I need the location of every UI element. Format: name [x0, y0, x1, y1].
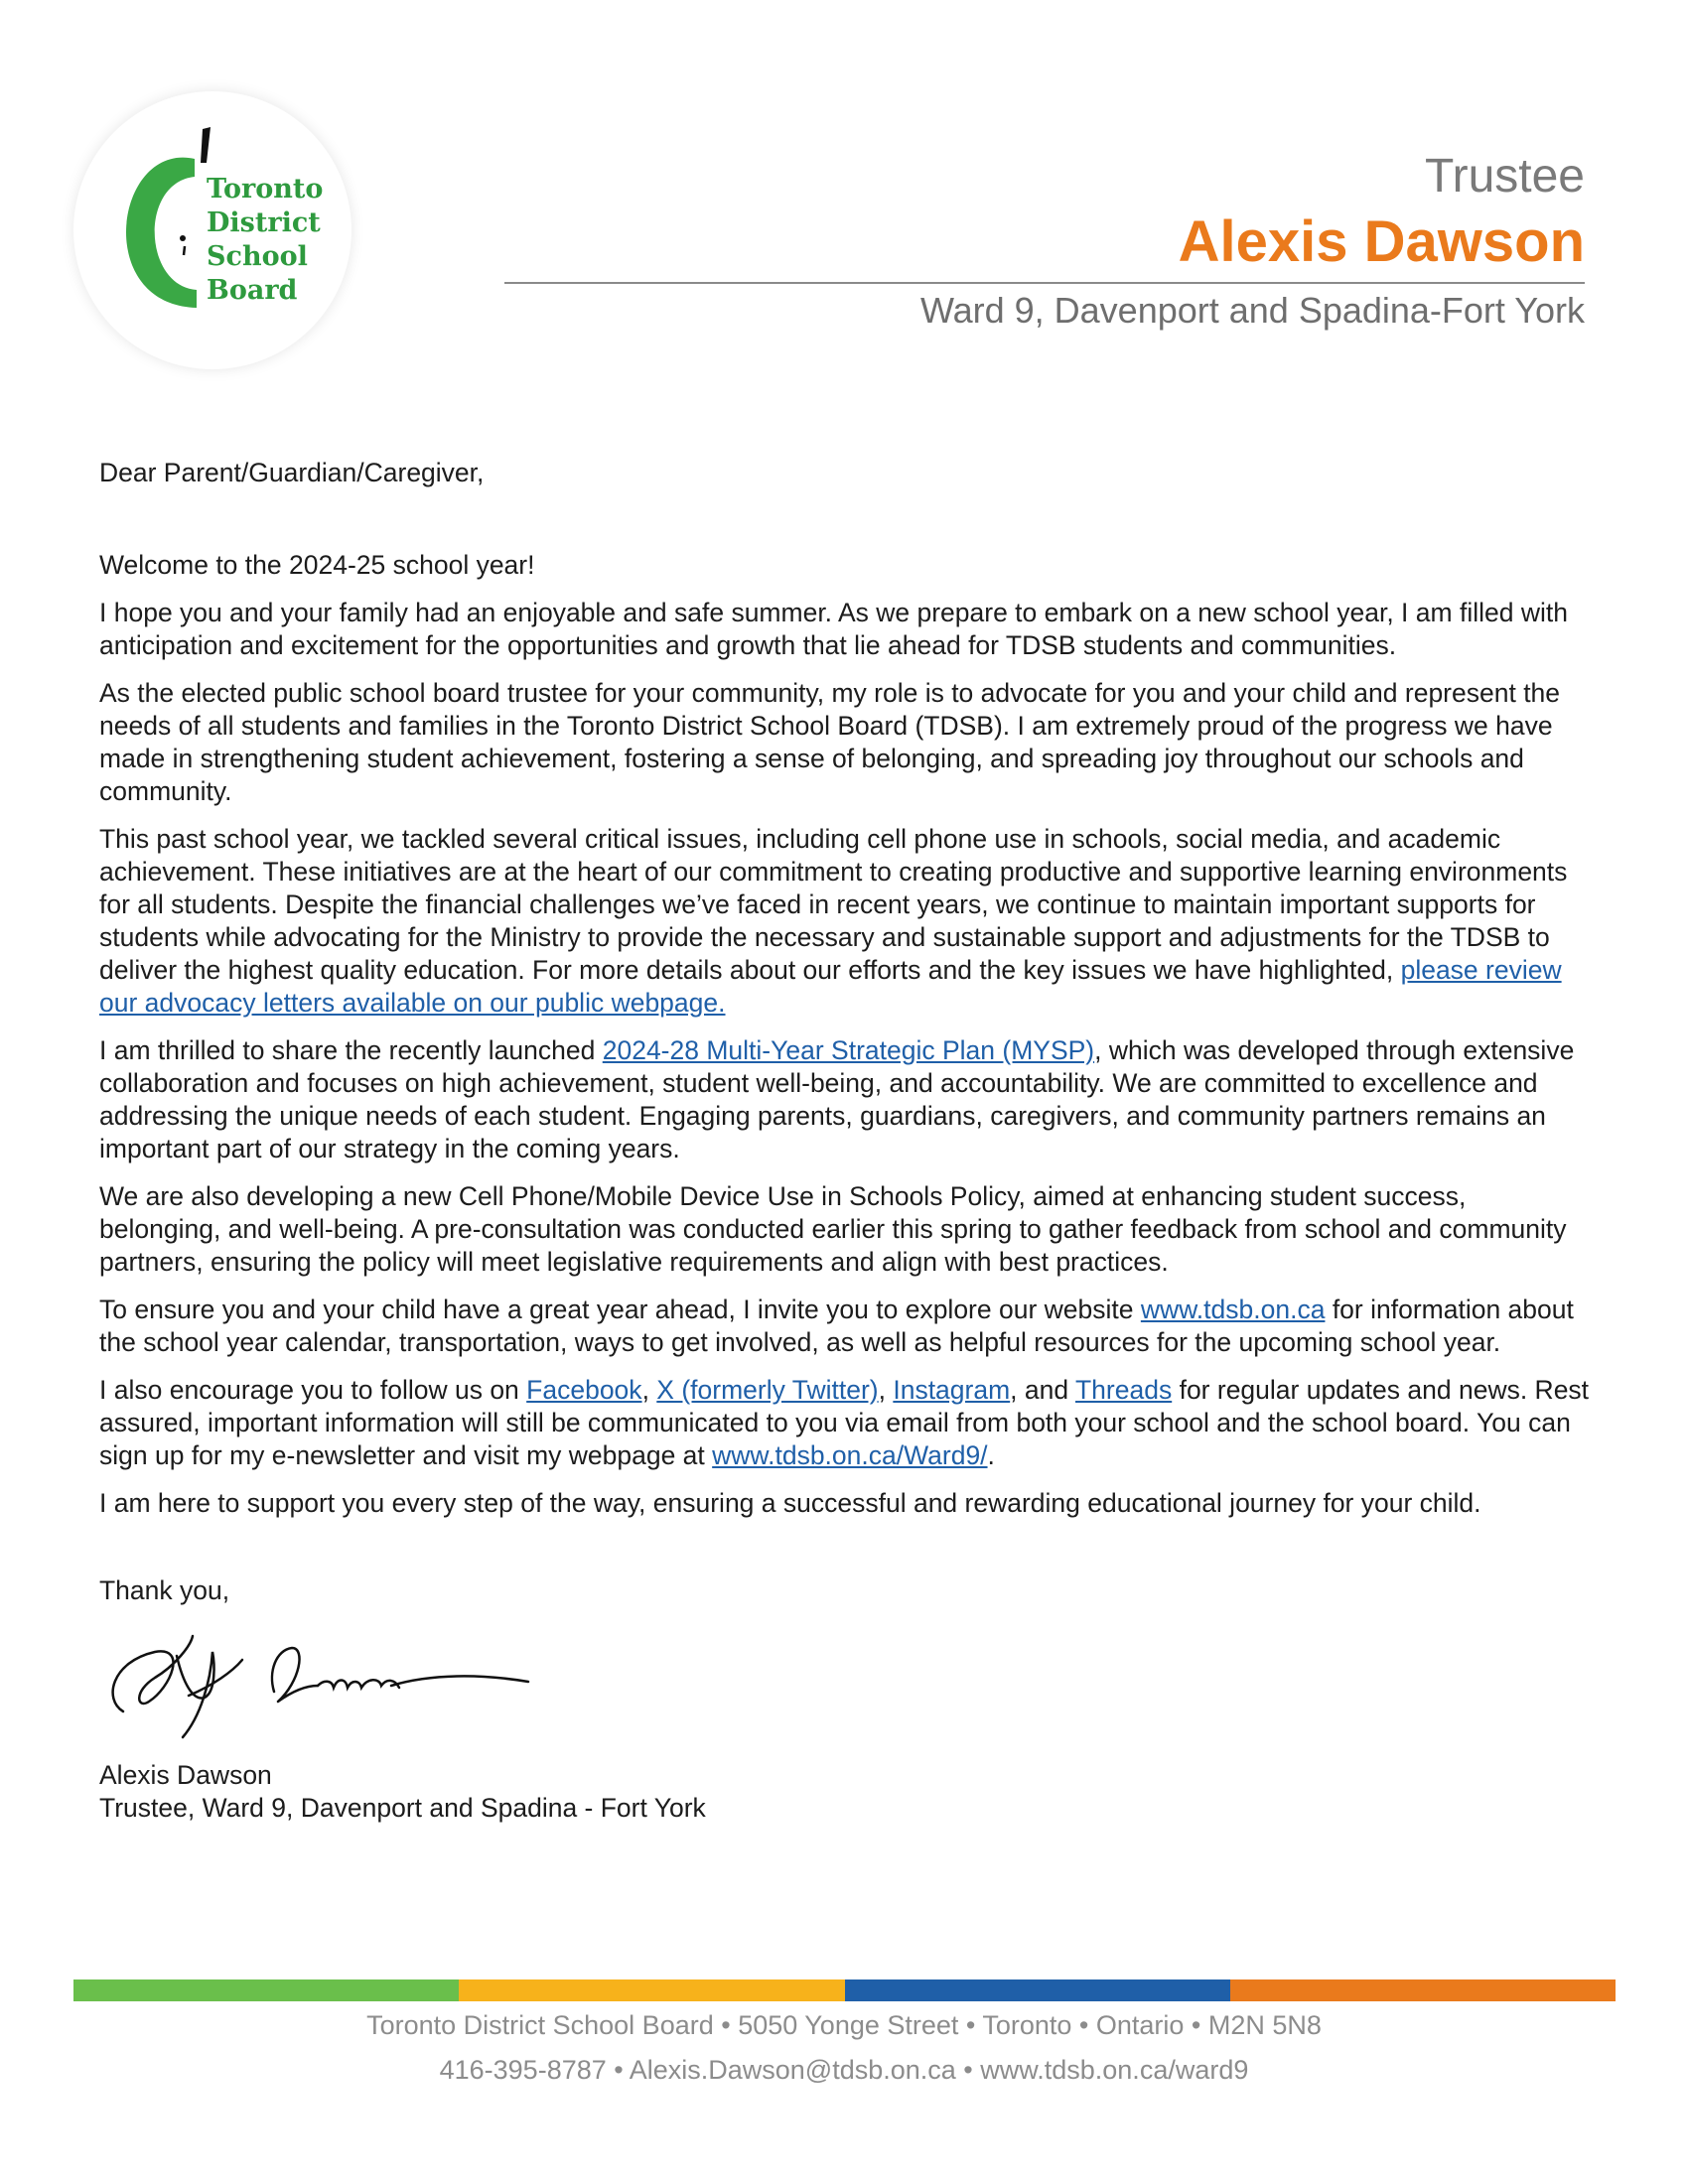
signature-icon [93, 1622, 570, 1741]
paragraph-text: To ensure you and your child have a great year ahead, I invite you to explore our website [99, 1295, 1141, 1324]
paragraph-text: I also encourage you to follow us on [99, 1375, 527, 1405]
paragraph: I am here to support you every step of the way, ensuring a successful and rewarding educational journey for your child. [99, 1488, 1481, 1518]
color-bar-green [73, 1979, 459, 2001]
facebook-link[interactable]: Facebook [526, 1375, 642, 1405]
footer-color-bar [73, 1979, 1616, 2001]
tdsb-website-link[interactable]: www.tdsb.on.ca [1140, 1295, 1326, 1324]
ward9-webpage-link[interactable]: www.tdsb.on.ca/Ward9/ [712, 1440, 988, 1470]
header-title: Trustee [1425, 150, 1585, 203]
signer-block [99, 1759, 1594, 1825]
welcome-line: Welcome to the 2024-25 school year! [99, 550, 535, 580]
color-bar-blue [845, 1979, 1230, 2001]
paragraph [99, 823, 1594, 1020]
closing: Thank you, [99, 1575, 230, 1605]
threads-link[interactable]: Threads [1075, 1375, 1173, 1405]
paragraph-text: This past school year, we tackled several critical issues, including cell phone use in schools, social media, and academic achievement. These initiatives are at the heart of our commitment to creating productive and supportive learning environments for all students. Despite the financial challenges we’ve faced in recent years, we continue to maintain important supports for students while advocating for the Ministry to provide the necessary and sustainable support and adjustments for the TDSB to deliver the highest quality education. For more details about our efforts and the key issues we have highlighted, [99, 824, 1568, 985]
paragraph: I hope you and your family had an enjoyable and safe summer. As we prepare to embark on a new school year, I am filled with anticipation and excitement for the opportunities and growth that lie ahead for TDSB students and communities. [99, 598, 1568, 660]
paragraph-text: , which was developed through extensive collaboration and focuses on high achievement, student well-being, and accountability. We are committed to excellence and addressing the unique needs of each student. Engaging parents, guardians, caregivers, and community partners remains an important part of our strategy in the coming years. [99, 1035, 1575, 1163]
paragraph-text: I am thrilled to share the recently launched [99, 1035, 603, 1065]
logo-line: School [207, 241, 308, 272]
color-bar-yellow [459, 1979, 844, 2001]
header-divider [504, 282, 1585, 284]
separator: , [878, 1375, 894, 1405]
paragraph [99, 1294, 1594, 1359]
tdsb-logo [73, 91, 352, 369]
signer-title: Trustee, Ward 9, Davenport and Spadina - Fort York [99, 1793, 706, 1823]
separator: , and [1010, 1375, 1075, 1405]
logo-text [207, 173, 323, 308]
logo-line: Board [207, 275, 298, 306]
greeting: Dear Parent/Guardian/Caregiver, [99, 458, 485, 487]
header-ward: Ward 9, Davenport and Spadina-Fort York [919, 290, 1585, 331]
separator: , [641, 1375, 657, 1405]
paragraph-text: for information about the school year calendar, transportation, ways to get involved, as well as helpful resources for the upcoming school year. [99, 1295, 1574, 1357]
signer-name: Alexis Dawson [99, 1760, 272, 1790]
logo-line: District [207, 207, 321, 238]
strategic-plan-link[interactable]: 2024-28 Multi-Year Strategic Plan (MYSP) [602, 1035, 1095, 1065]
footer-address: Toronto District School Board • 5050 Yonge Street • Toronto • Ontario • M2N 5N8 [366, 2010, 1322, 2040]
letter-body [99, 457, 1594, 1825]
advocacy-letters-link[interactable]: please review our advocacy letters available on our public webpage. [99, 955, 1562, 1018]
paragraph-text: . [987, 1440, 995, 1470]
footer-contact: 416-395-8787 • Alexis.Dawson@tdsb.on.ca • www.tdsb.on.ca/ward9 [439, 2055, 1249, 2085]
paragraph [99, 1374, 1594, 1472]
header-name: Alexis Dawson [1178, 209, 1585, 274]
instagram-link[interactable]: Instagram [893, 1375, 1011, 1405]
paragraph: As the elected public school board trustee for your community, my role is to advocate for you and your child and represent the needs of all students and families in the Toronto District School Board (TDSB). I am extremely proud of the progress we have made in strengthening student achievement, fostering a sense of belonging, and spreading joy throughout our schools and community. [99, 678, 1561, 806]
color-bar-orange [1230, 1979, 1616, 2001]
paragraph-text: for regular updates and news. Rest assured, important information will still be communicated to you via email from both your school and the school board. You can sign up for my e-newsletter and visit my webpage at [99, 1375, 1590, 1470]
logo-line: Toronto [207, 174, 324, 205]
paragraph: We are also developing a new Cell Phone/Mobile Device Use in Schools Policy, aimed at enhancing student success, belonging, and well-being. A pre-consultation was conducted earlier this spring to gather feedback from school and community partners, ensuring the policy will meet legislative requirements and align with best practices. [99, 1181, 1567, 1277]
x-twitter-link[interactable]: X (formerly Twitter) [656, 1375, 879, 1405]
paragraph [99, 1034, 1594, 1165]
